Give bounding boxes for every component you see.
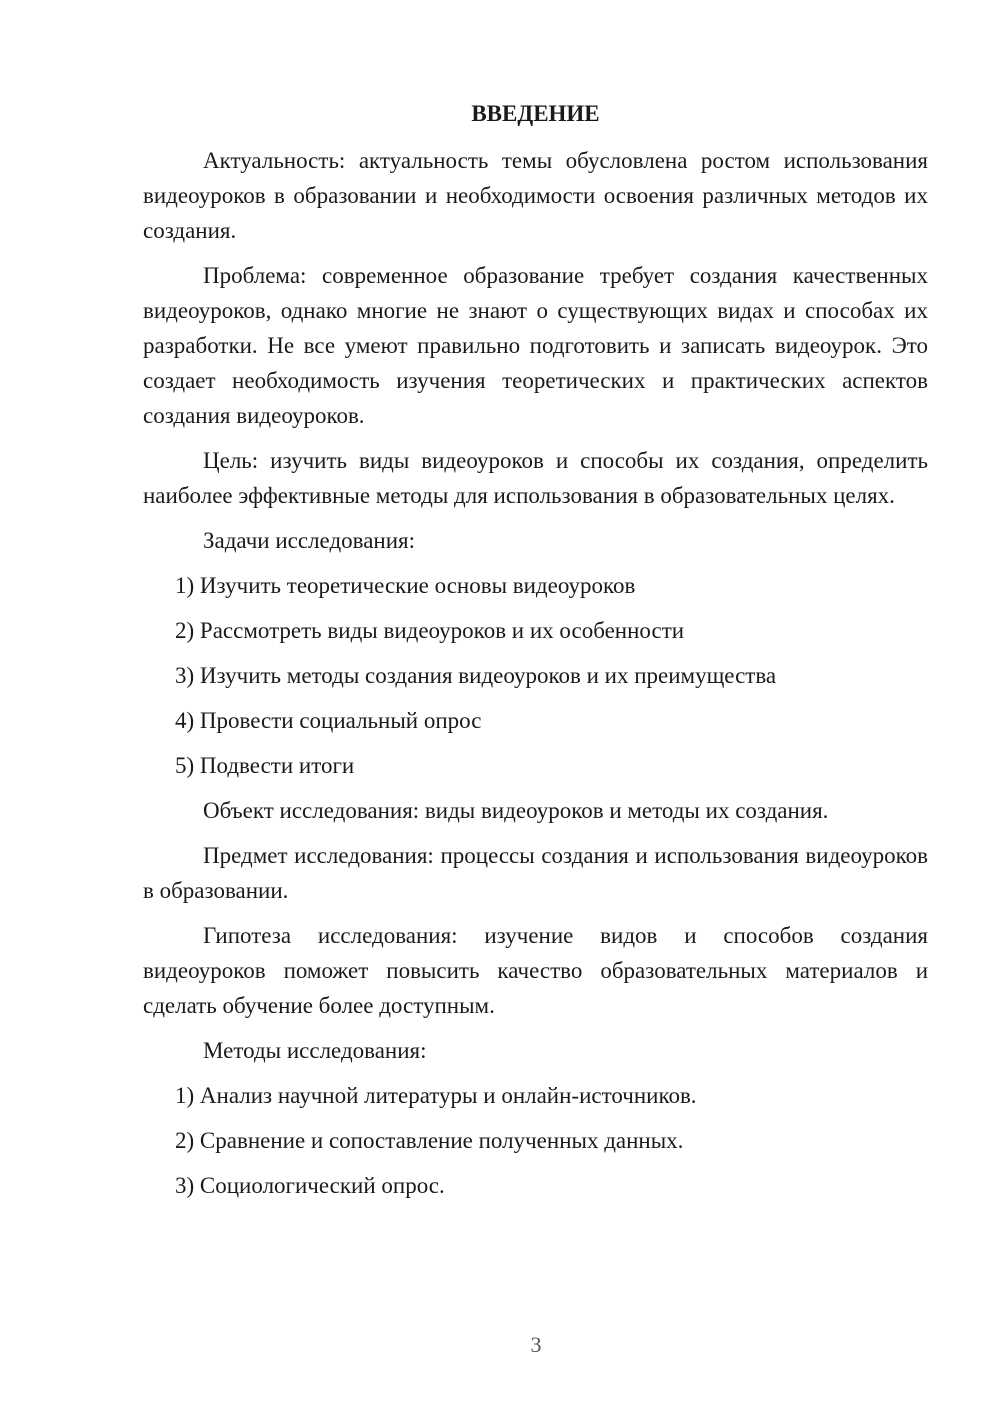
- tasks-list: [143, 568, 928, 783]
- page-number: 3: [530, 1332, 542, 1357]
- goal-paragraph: Цель: изучить виды видеоуроков и способы их создания, определить наиболее эффективные методы для использования в образовательных целях.: [143, 448, 928, 508]
- list-item: 3) Изучить методы создания видеоуроков и их преимущества: [175, 663, 777, 688]
- list-item: 2) Рассмотреть виды видеоуроков и их особенности: [175, 618, 685, 643]
- list-item: 2) Сравнение и сопоставление полученных данных.: [175, 1128, 684, 1153]
- list-item: 4) Провести социальный опрос: [175, 708, 482, 733]
- section-heading: ВВЕДЕНИЕ: [471, 101, 600, 126]
- methods-title: Методы исследования:: [203, 1038, 427, 1063]
- list-item: 1) Изучить теоретические основы видеоуроков: [175, 573, 636, 598]
- relevance-paragraph: Актуальность: актуальность темы обусловлена ростом использования видеоуроков в образовании и необходимости освоения различных методов их создания.: [143, 148, 928, 243]
- list-item: 3) Социологический опрос.: [175, 1173, 445, 1198]
- list-item: 5) Подвести итоги: [175, 753, 355, 778]
- object-paragraph: Объект исследования: виды видеоуроков и методы их создания.: [203, 798, 829, 823]
- subject-paragraph: Предмет исследования: процессы создания и использования видеоуроков в образовании.: [143, 843, 928, 903]
- list-item: 1) Анализ научной литературы и онлайн-источников.: [175, 1083, 697, 1108]
- tasks-title: Задачи исследования:: [203, 528, 416, 553]
- hypothesis-paragraph: Гипотеза исследования: изучение видов и способов создания видеоуроков поможет повысить качество образовательных материалов и сделать обучение более доступным.: [143, 923, 928, 1018]
- problem-paragraph: Проблема: современное образование требует создания качественных видеоуроков, однако многие не знают о существующих видах и способах их разработки. Не все умеют правильно подготовить и записать видеоурок. Это создает необходимость изучения теоретических и практических аспектов создания видеоуроков.: [143, 263, 928, 428]
- document-page: [143, 96, 928, 1213]
- methods-list: [143, 1078, 928, 1203]
